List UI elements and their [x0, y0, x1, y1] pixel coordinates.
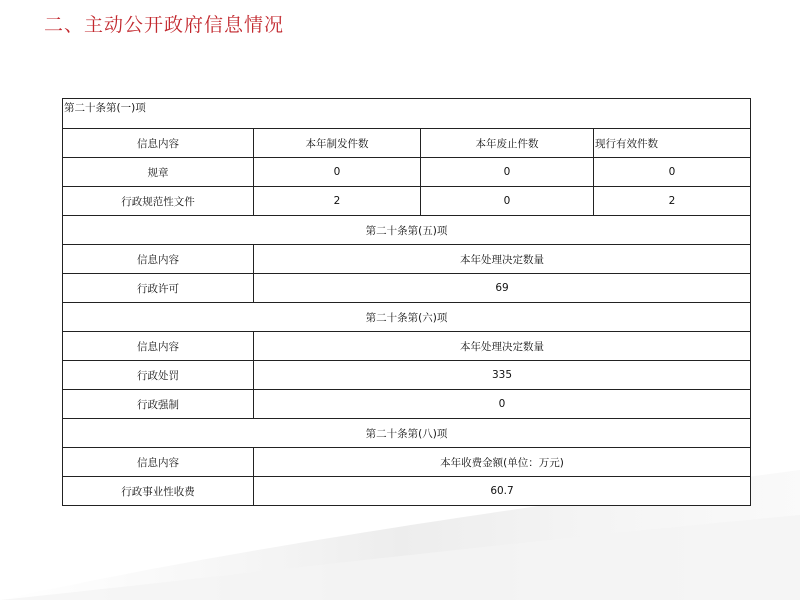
table-row — [63, 274, 751, 303]
header-cell: 信息内容 — [63, 245, 254, 274]
header-cell: 现行有效件数 — [594, 129, 751, 158]
section-heading: 第二十条第(八)项 — [63, 419, 751, 448]
header-row — [63, 129, 751, 158]
header-cell: 本年收费金额(单位：万元) — [254, 448, 751, 477]
row-label: 行政许可 — [63, 274, 254, 303]
table-row — [63, 158, 751, 187]
section-heading-row — [63, 303, 751, 332]
issued-count: 2 — [254, 187, 421, 216]
header-cell: 本年制发件数 — [254, 129, 421, 158]
row-value: 69 — [254, 274, 751, 303]
header-cell: 信息内容 — [63, 129, 254, 158]
row-value: 335 — [254, 361, 751, 390]
header-row — [63, 245, 751, 274]
header-cell: 本年处理决定数量 — [254, 245, 751, 274]
row-label: 规章 — [63, 158, 254, 187]
page-title: 二、主动公开政府信息情况 — [44, 14, 285, 36]
section-heading-row — [63, 99, 751, 129]
table-row — [63, 361, 751, 390]
header-cell: 本年处理决定数量 — [254, 332, 751, 361]
header-cell: 本年废止件数 — [421, 129, 594, 158]
table-row — [63, 390, 751, 419]
disclosure-table — [62, 98, 751, 506]
section-heading-row — [63, 419, 751, 448]
header-row — [63, 332, 751, 361]
section-heading: 第二十条第(一)项 — [63, 99, 751, 129]
valid-count: 0 — [594, 158, 751, 187]
section-heading: 第二十条第(六)项 — [63, 303, 751, 332]
header-cell: 信息内容 — [63, 448, 254, 477]
abolished-count: 0 — [421, 187, 594, 216]
row-label: 行政强制 — [63, 390, 254, 419]
row-label: 行政事业性收费 — [63, 477, 254, 506]
section-heading: 第二十条第(五)项 — [63, 216, 751, 245]
header-row — [63, 448, 751, 477]
table-row — [63, 477, 751, 506]
table-row — [63, 187, 751, 216]
issued-count: 0 — [254, 158, 421, 187]
row-value: 0 — [254, 390, 751, 419]
header-cell: 信息内容 — [63, 332, 254, 361]
valid-count: 2 — [594, 187, 751, 216]
row-value: 60.7 — [254, 477, 751, 506]
row-label: 行政处罚 — [63, 361, 254, 390]
abolished-count: 0 — [421, 158, 594, 187]
section-heading-row — [63, 216, 751, 245]
row-label: 行政规范性文件 — [63, 187, 254, 216]
